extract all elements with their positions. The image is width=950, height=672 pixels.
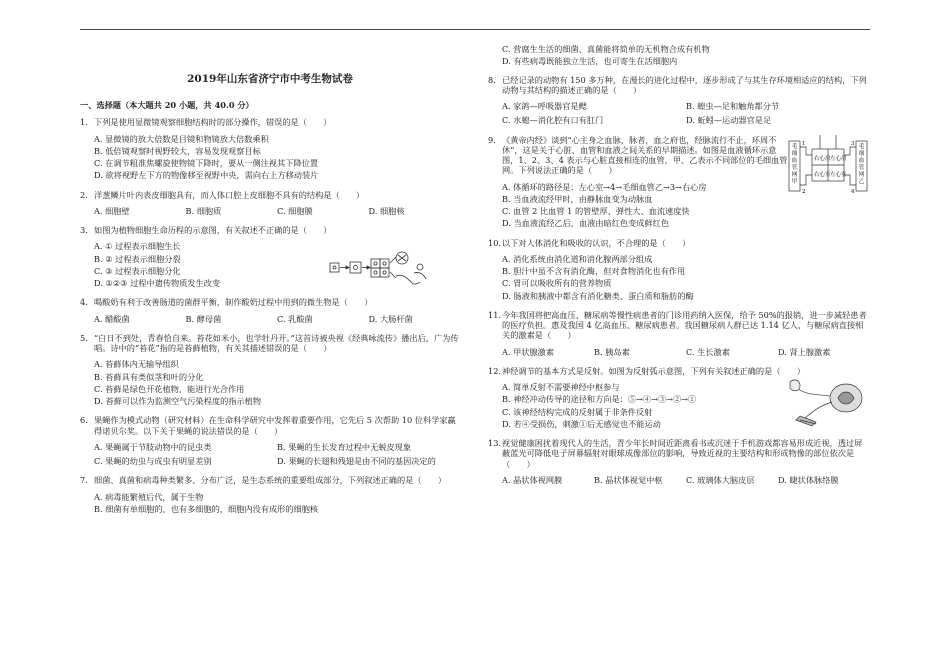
question-stem: “白日不到处，青春恰自来。苔花如米小，也学牡丹开。”这首诗被央视《经典咏流传》播出后，广为传唱。诗中的“苔花”指的是苔藓植物，有关其描述错误的是（ ） [94, 332, 459, 354]
question-12 [488, 366, 870, 429]
question-7 [80, 475, 460, 514]
option-b: B. 低倍镜观察时视野较大，容易发现观察目标 [94, 145, 261, 156]
option-a: A. 消化系统由消化道和消化腺两部分组成 [502, 253, 653, 264]
header-rule [80, 29, 870, 30]
option-a: A. 甲状腺激素 [502, 346, 555, 357]
option-d: D. 果蝇的长翅和残翅是由不同的基因决定的 [277, 456, 436, 467]
question-stem: 喝酸奶有利于改善肠道的菌群平衡，制作酸奶过程中用到的微生物是（ ） [94, 297, 373, 308]
question-number: 8. [488, 74, 496, 85]
question-number: 13. [488, 438, 502, 448]
vessel-1-label: 1 [802, 140, 806, 147]
question-stem: 今年我国将把高血压、糖尿病等慢性病患者的门诊用药纳入医保，给予 50%的报销，进一步减轻患者的医疗负担。惠及我国 4 亿高血压、糖尿病患者。我国糖尿病人群已达 1.14 亿人，与糖尿病直接相关的激素是（ ） [502, 309, 867, 341]
option-b: B. ② 过程表示细胞分裂 [94, 253, 181, 264]
section-heading: 一、选择题（本大题共 20 小题，共 40.0 分） [80, 100, 254, 111]
question-number: 1. [80, 117, 88, 128]
option-c: C. 生长激素 [686, 346, 730, 357]
question-stem: 《黄帝内经》谈到“心主身之血脉，脉者，血之府也，经脉流行不止，环周不休”，这是关于心脏、血管和血液之间关系的早期描述。如图是血液循环示意图，1、2、3、4 表示与心脏直接相连的血管，甲、乙表示不同部位的毛细血管网。下列说法正确的是（ ） [502, 134, 788, 176]
option-c: C. 胃可以吸收所有的营养物质 [502, 278, 612, 289]
question-number: 2. [80, 189, 88, 200]
option-a: A. 苔藓体内无输导组织 [94, 359, 179, 370]
option-d: D. 睫状体脉络膜 [778, 474, 839, 485]
question-stem: 以下对人体消化和吸收的认识，不合理的是（ ） [502, 237, 691, 248]
question-stem: 洋葱鳞片叶内表皮细胞具有，而人体口腔上皮细胞不具有的结构是（ ） [94, 189, 365, 200]
option-a: A. 醋酸菌 [94, 313, 130, 324]
question-13 [488, 438, 870, 485]
option-c: C. 血管 2 比血管 1 的管壁厚、弹性大、血流速度快 [502, 206, 690, 216]
left-ventricle-label: 左心室 [830, 171, 847, 178]
option-c: C. 该神经结构完成的反射属于非条件反射 [502, 406, 653, 417]
question-number: 11. [488, 309, 502, 320]
option-b: B. 果蝇的生长发育过程中无蜕皮现象 [277, 441, 412, 452]
option-d: D. 肠液和胰液中都含有消化糖类、蛋白质和脂肪的酶 [502, 290, 694, 301]
option-d: D. 蚯蚓—运动器官是足 [686, 115, 772, 126]
option-c: C. 苔藓是绿色开花植物，能进行光合作用 [94, 383, 245, 394]
reflex-arc-figure [786, 376, 868, 428]
option-d: D. 细胞核 [368, 205, 405, 216]
question-number: 9. [488, 134, 496, 145]
left-capillary-label: 毛细血管网甲 [791, 143, 798, 185]
option-b: B. 晶状体视觉中枢 [594, 474, 663, 485]
option-a: A. 果蝇属于节肢动物中的昆虫类 [94, 441, 212, 452]
option-c: C. 果蝇的幼虫与成虫有明显差别 [94, 456, 212, 467]
right-ventricle-label: 右心室 [814, 171, 831, 178]
question-number: 12. [488, 365, 502, 376]
option-a: A. 家鸽—呼吸器官是鳃 [502, 101, 587, 111]
option-d: D. 有些病毒既能独立生活，也可寄生在活细胞内 [502, 56, 678, 67]
option-d: D. 若④受损伤，刺激①后无感觉也不能运动 [502, 418, 661, 429]
blood-circulation-diagram [788, 133, 868, 199]
option-b: B. 神经冲动传导的途径和方向是：⑤→④→③→②→① [502, 394, 697, 405]
option-d: D. 当血液流经乙后，血液由暗红色变成鲜红色 [502, 218, 670, 229]
question-stem: 细菌、真菌和病毒种类繁多、分布广泛，是生态系统的重要组成部分，下列叙述正确的是（ ） [94, 475, 447, 486]
option-a: A. ① 过程表示细胞生长 [94, 241, 181, 252]
question-stem: 果蝇作为模式动物（研究材料）在生命科学研究中发挥着重要作用，它先后 5 次帮助 10 位科学家赢得诺贝尔奖。以下关于果蝇的说法错误的是（ ） [94, 415, 456, 436]
option-c: C. 在调节粗准焦螺旋使物镜下降时，要从一侧注视其下降位置 [94, 158, 319, 169]
question-5 [80, 333, 460, 407]
question-stem: 视觉健康困扰着现代人的生活，青少年长时间近距离看书或沉迷于手机游戏都容易形成近视，透过屏蔽蓝光可降低电子屏幕辐射对眼球成像部位的影响，导致近视的主要结构和形成物像的部位依次是（ ） [502, 438, 863, 469]
vessel-3-label: 3 [851, 140, 855, 147]
option-a: A. 显微镜的放大倍数是目镜和物镜放大倍数乘积 [94, 133, 269, 144]
question-4 [80, 297, 460, 324]
question-stem: 已经记录的动物有 150 多万种，在漫长的进化过程中，逐步形成了与其生存环境相适应的结构，下列动物与其结构的描述正确的是（ ） [502, 74, 867, 95]
option-d: D. 大肠杆菌 [368, 313, 413, 324]
option-a: A. 病毒能繁殖后代，属于生物 [94, 491, 204, 502]
right-atrium-label: 右心房 [814, 155, 831, 162]
option-b: B. 苔藓具有类似茎和叶的分化 [94, 371, 204, 382]
option-a: A. 简单反射不需要神经中枢参与 [502, 382, 620, 392]
question-10 [488, 238, 870, 301]
option-d: D. 苔藓可以作为监测空气污染程度的指示植物 [94, 396, 262, 407]
question-stem: 如图为植物细胞生命历程的示意图，有关叙述不正确的是（ ） [94, 225, 332, 236]
option-b: B. 酵母菌 [185, 313, 222, 324]
right-capillary-label: 毛细血管网乙 [858, 143, 865, 185]
option-c: C. 营腐生生活的细菌、真菌能将简单的无机物合成有机物 [502, 44, 710, 54]
option-b: B. 胆汁中虽不含有消化酶，但对食物消化也有作用 [502, 266, 686, 276]
left-column [80, 40, 460, 523]
option-c: C. 水螅—消化腔有口有肛门 [502, 115, 604, 126]
option-c: C. 细胞膜 [277, 205, 313, 216]
option-c: C. 玻璃体大脑皮层 [686, 474, 755, 485]
exam-title: 2019年山东省济宁市中考生物试卷 [187, 73, 353, 85]
option-b: B. 细胞质 [185, 205, 222, 216]
left-atrium-label: 左心房 [830, 155, 847, 162]
option-a: A. 晶状体视网膜 [502, 474, 563, 485]
question-2 [80, 190, 460, 217]
option-d: D. ①②③ 过程中遗传物质发生改变 [94, 278, 221, 289]
question-number: 4. [80, 297, 88, 308]
question-9 [488, 135, 870, 229]
question-stem: 神经调节的基本方式是反射。如图为反射弧示意图，下列有关叙述正确的是（ ） [502, 365, 805, 376]
question-number: 6. [80, 415, 88, 426]
right-column [488, 40, 870, 494]
question-number: 7. [80, 475, 88, 486]
question-number: 10. [488, 237, 502, 248]
option-a: A. 细胞壁 [94, 205, 130, 216]
question-11 [488, 310, 870, 357]
option-d: D. 欲将视野左下方的物像移至视野中央，需向右上方移动装片 [94, 170, 319, 181]
option-a: A. 体循环的路径是：左心室→4→毛细血管乙→3→右心房 [502, 181, 707, 192]
option-c: C. 乳酸菌 [277, 313, 313, 324]
option-b: B. 当血液流经甲时，由静脉血变为动脉血 [502, 193, 653, 204]
question-number: 5. [80, 332, 88, 343]
question-6 [80, 415, 460, 466]
question-3 [80, 225, 460, 288]
question-number: 3. [80, 225, 88, 236]
vessel-2-label: 2 [802, 188, 806, 195]
question-stem: 下列是使用显微镜观察细胞结构时的部分操作，错误的是（ ） [94, 117, 332, 128]
option-b: B. 细菌有单细胞的，也有多细胞的，细胞内没有成形的细胞核 [94, 503, 319, 514]
option-c: C. ③ 过程表示细胞分化 [94, 265, 181, 276]
question-1 [80, 117, 460, 180]
option-d: D. 肾上腺激素 [778, 346, 831, 357]
question-8 [488, 75, 870, 126]
option-b: B. 胰岛素 [594, 346, 630, 357]
vessel-4-label: 4 [851, 188, 855, 195]
cell-life-cycle-figure [328, 249, 438, 289]
option-b: B. 蝗虫—足和触角都分节 [686, 101, 780, 111]
